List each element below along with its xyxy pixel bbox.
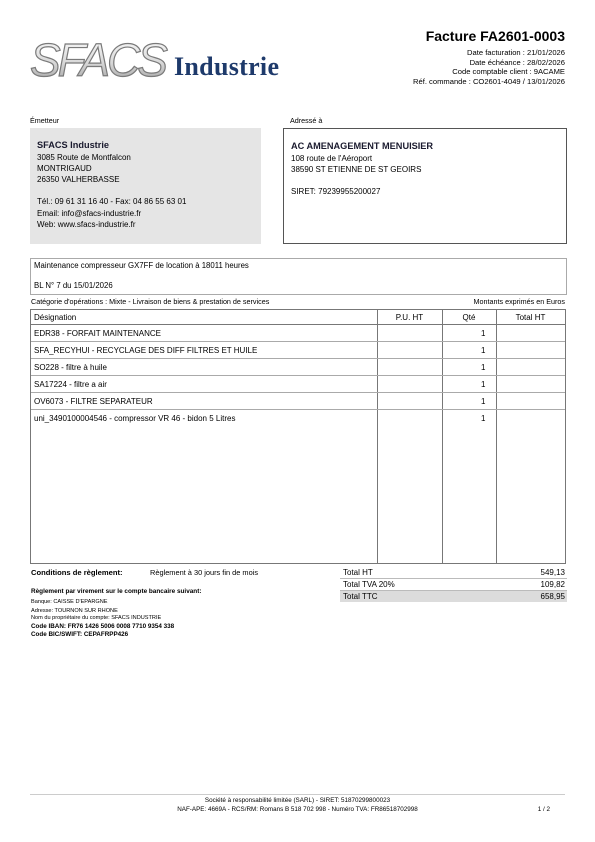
header-unit-price: P.U. HT xyxy=(395,313,424,322)
footer-divider xyxy=(30,794,565,795)
row-divider xyxy=(31,358,565,359)
column-divider xyxy=(442,310,443,563)
row-quantity: 1 xyxy=(481,414,486,423)
total-tva-row xyxy=(340,579,567,591)
ref-commande: Réf. commande : CO2601-4049 / 13/01/2026 xyxy=(413,77,565,86)
recipient-label: Adressé à xyxy=(290,116,323,125)
bic-swift: Code BIC/SWIFT: CEPAFRPP426 xyxy=(31,631,129,638)
recipient-box xyxy=(283,128,567,244)
sender-name: SFACS Industrie xyxy=(37,140,109,150)
row-quantity: 1 xyxy=(481,346,486,355)
total-ht-label: Total HT xyxy=(343,568,373,577)
payment-conditions-value: Règlement à 30 jours fin de mois xyxy=(150,568,259,577)
invoice-title: Facture FA2601-0003 xyxy=(425,28,565,44)
header-divider xyxy=(31,324,565,325)
bank-address: Adresse: TOURNON SUR RHONE xyxy=(31,608,118,614)
sfacs-logo-icon xyxy=(28,36,178,84)
header-total: Total HT xyxy=(515,313,546,322)
items-table xyxy=(30,309,566,564)
sender-address: 3085 Route de Montfalcon xyxy=(37,153,131,162)
sender-phone: Tél.: 09 61 31 16 40 - Fax: 04 86 55 63 01 xyxy=(37,197,187,206)
row-quantity: 1 xyxy=(481,397,486,406)
footer-legal-line2: NAF-APE: 4669A - RCS/RM: Romans B 518 702 998 - Numéro TVA: FR86518702998 xyxy=(177,806,418,813)
svg-text:SFACS: SFACS xyxy=(30,36,165,84)
currency-note: Montants exprimés en Euros xyxy=(473,297,565,306)
header-designation: Désignation xyxy=(34,313,77,322)
recipient-city: 38590 ST ETIENNE DE ST GEOIRS xyxy=(291,165,422,174)
row-divider xyxy=(31,341,565,342)
column-divider xyxy=(496,310,497,563)
sender-email: Email: info@sfacs-industrie.fr xyxy=(37,209,142,218)
page-number: 1 / 2 xyxy=(537,806,550,813)
recipient-name: AC AMENAGEMENT MENUISIER xyxy=(291,141,434,151)
row-designation: SO228 - filtre à huile xyxy=(34,363,107,372)
total-ttc-label: Total TTC xyxy=(343,592,378,601)
row-quantity: 1 xyxy=(481,380,486,389)
sender-box xyxy=(30,128,261,244)
row-divider xyxy=(31,409,565,410)
account-owner: Nom du propriétaire du compte: SFACS INDUSTRIE xyxy=(31,615,162,621)
iban: Code IBAN: FR76 1426 5006 0008 7710 9354 338 xyxy=(31,623,175,630)
subject-box xyxy=(30,258,567,295)
operation-category: Catégorie d'opérations : Mixte - Livraison de biens & prestation de services xyxy=(31,297,270,306)
recipient-siret: SIRET: 79239955200027 xyxy=(291,187,381,196)
sender-label: Émetteur xyxy=(30,116,60,125)
logo-industrie-text: Industrie xyxy=(174,52,280,81)
row-designation: EDR38 - FORFAIT MAINTENANCE xyxy=(34,329,161,338)
total-ht-row xyxy=(340,567,567,579)
sender-postal: 26350 VALHERBASSE xyxy=(37,175,120,184)
row-designation: OV6073 - FILTRE SEPARATEUR xyxy=(34,397,153,406)
sender-city: MONTRIGAUD xyxy=(37,164,92,173)
row-designation: SFA_RECYHUI - RECYCLAGE DES DIFF FILTRES ET HUILE xyxy=(34,346,258,355)
total-ttc-value: 658,95 xyxy=(540,592,565,601)
payment-conditions-label: Conditions de règlement: xyxy=(31,568,123,577)
row-designation: uni_3490100004546 - compressor VR 46 - bidon 5 Litres xyxy=(34,414,236,423)
total-ht-value: 549,13 xyxy=(540,568,565,577)
row-quantity: 1 xyxy=(481,363,486,372)
code-client: Code comptable client : 9ACAME xyxy=(452,67,565,76)
sender-web: Web: www.sfacs-industrie.fr xyxy=(37,220,136,229)
date-facturation: Date facturation : 21/01/2026 xyxy=(467,48,565,57)
bank-transfer-title: Règlement par virement sur le compte bancaire suivant: xyxy=(31,588,202,595)
date-echeance: Date échéance : 28/02/2026 xyxy=(469,57,565,67)
total-tva-value: 109,82 xyxy=(540,580,565,589)
row-divider xyxy=(31,375,565,376)
delivery-note: BL N° 7 du 15/01/2026 xyxy=(34,281,113,290)
column-divider xyxy=(377,310,378,563)
row-quantity: 1 xyxy=(481,329,486,338)
bank-name: Banque: CAISSE D'EPARGNE xyxy=(31,599,108,605)
footer-legal-line1: Société à responsabilité limitée (SARL) - SIRET: 51870299800023 xyxy=(204,797,391,804)
subject-line: Maintenance compresseur GX7FF de location à 18011 heures xyxy=(34,261,249,270)
recipient-address: 108 route de l'Aéroport xyxy=(291,154,373,163)
total-tva-label: Total TVA 20% xyxy=(343,580,395,589)
total-ttc-row xyxy=(340,591,567,602)
row-divider xyxy=(31,392,565,393)
row-designation: SA17224 - filtre a air xyxy=(34,380,107,389)
header-quantity: Qté xyxy=(462,313,476,322)
